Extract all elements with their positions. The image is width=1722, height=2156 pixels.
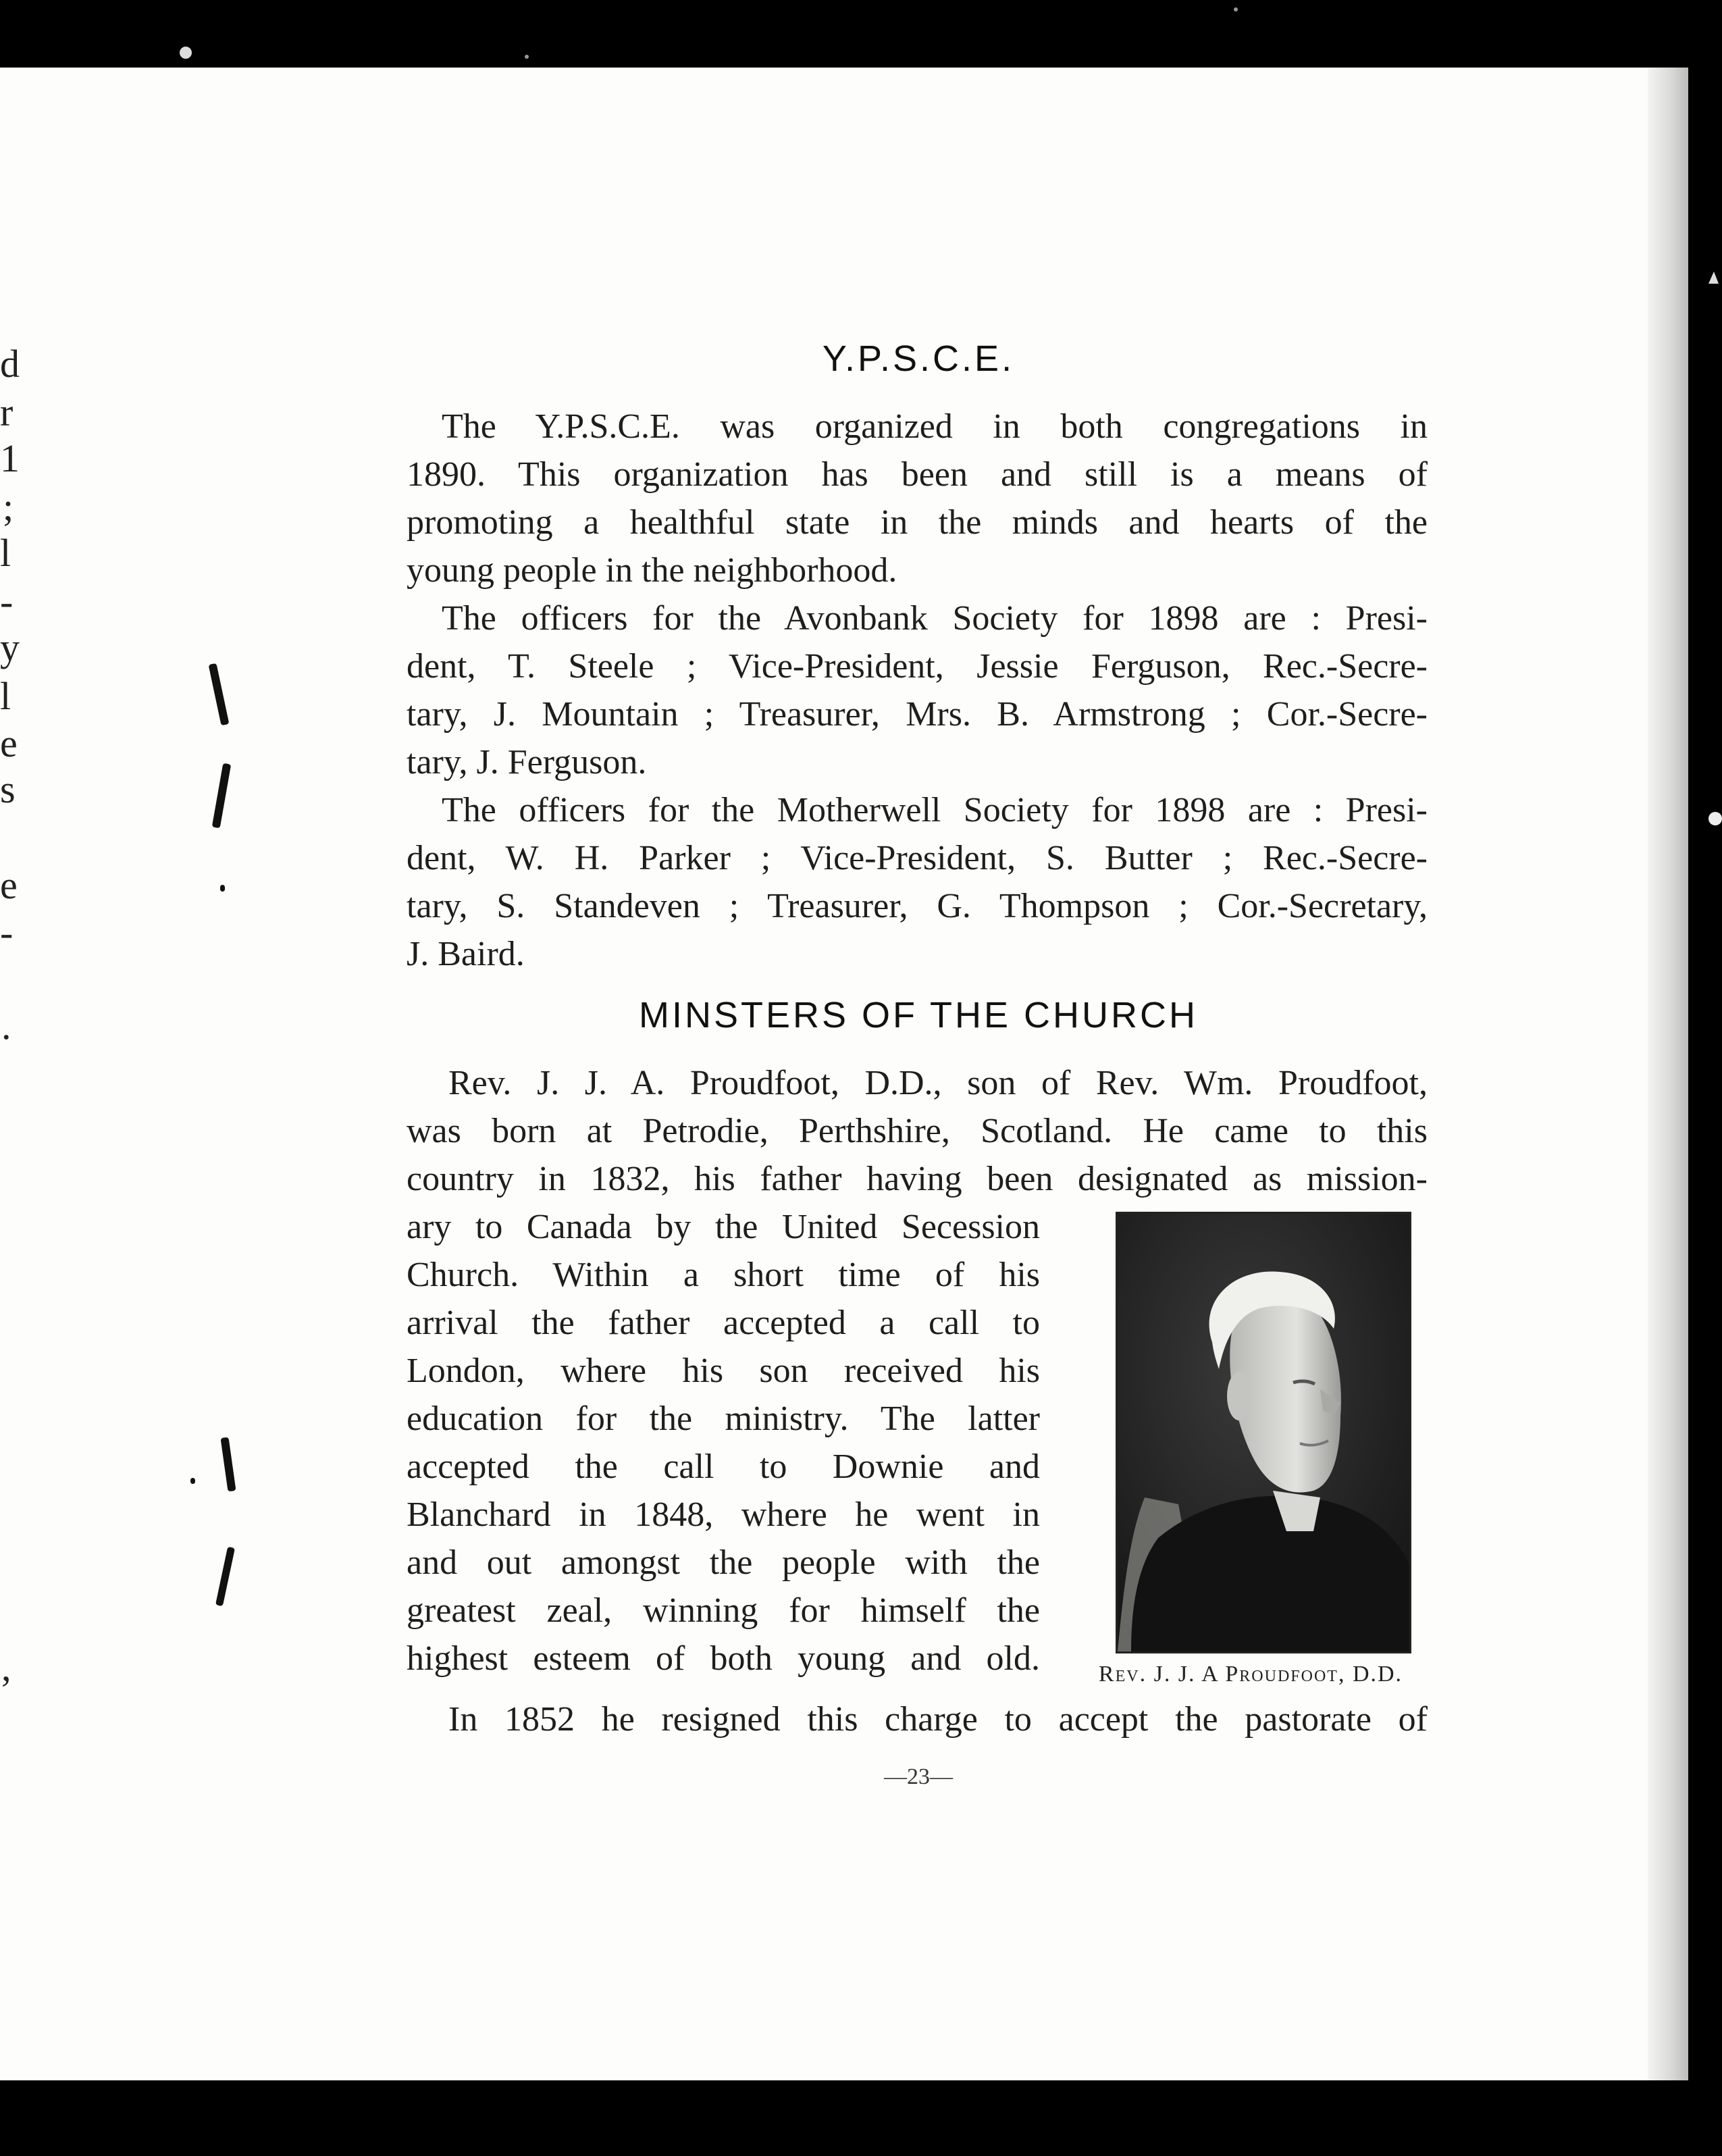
margin-fragment: 1 <box>0 436 20 480</box>
portrait-photo <box>1116 1212 1411 1653</box>
margin-fragment: l <box>0 674 11 718</box>
text-line: and out amongst the people with the <box>407 1543 1040 1582</box>
margin-fragment: d <box>0 342 20 386</box>
text-line: Blanchard in 1848, where he went in <box>407 1495 1040 1534</box>
text-line: young people in the neighborhood. <box>407 551 897 590</box>
margin-fragment: s <box>0 767 16 811</box>
text-line: In 1852 he resigned this charge to accept the pastorate of <box>448 1700 1428 1739</box>
ministers-intro-paragraph <box>407 1059 1428 1203</box>
text-line: tary, J. Mountain ; Treasurer, Mrs. B. Armstrong ; Cor.-Secre- <box>407 695 1428 734</box>
margin-fragment: e <box>0 721 18 765</box>
text-line: dent, T. Steele ; Vice-President, Jessie Ferguson, Rec.-Secre- <box>407 647 1428 686</box>
text-line: tary, J. Ferguson. <box>407 743 647 781</box>
margin-fragment: r <box>0 390 14 434</box>
ypsce-paragraph <box>407 403 1428 594</box>
text-line: The officers for the Motherwell Society for 1898 are : Presi- <box>442 791 1428 829</box>
text-line: greatest zeal, winning for himself the <box>407 1591 1040 1630</box>
ministers-continuation-line <box>407 1695 1428 1743</box>
text-line: promoting a healthful state in the minds and hearts of the <box>407 503 1428 542</box>
text-line: country in 1832, his father having been designated as mission- <box>407 1160 1428 1198</box>
margin-fragment: - <box>0 910 14 954</box>
margin-fragment: , <box>1 1645 11 1689</box>
binding-stitch <box>190 1478 195 1484</box>
text-line: London, where his son received his <box>407 1352 1040 1390</box>
margin-fragment: e <box>0 863 18 907</box>
text-line: arrival the father accepted a call to <box>407 1304 1040 1342</box>
margin-fragment: - <box>0 580 14 623</box>
page-number: —23— <box>884 1764 953 1789</box>
binding-stitch <box>220 885 225 892</box>
text-line: was born at Petrodie, Perthshire, Scotland. He came to this <box>407 1112 1428 1150</box>
motherwell-officers-paragraph <box>407 786 1428 978</box>
text-line: highest esteem of both young and old. <box>407 1639 1040 1678</box>
section-heading-ministers: MINSTERS OF THE CHURCH <box>638 995 1199 1035</box>
text-line: The Y.P.S.C.E. was organized in both congregations in <box>442 407 1428 446</box>
text-line: 1890. This organization has been and still is a means of <box>407 455 1428 494</box>
text-line: ary to Canada by the United Secession <box>407 1208 1040 1246</box>
text-line: Rev. J. J. A. Proudfoot, D.D., son of Rev. Wm. Proudfoot, <box>448 1064 1428 1102</box>
text-line: accepted the call to Downie and <box>407 1447 1040 1486</box>
section-heading-ypsce: Y.P.S.C.E. <box>822 338 1015 379</box>
text-line: Church. Within a short time of his <box>407 1256 1040 1294</box>
portrait-caption: Rev. J. J. A Proudfoot, D.D. <box>1098 1662 1403 1687</box>
ministers-wrapped-text <box>407 1203 1040 1683</box>
page-edge-shadow <box>1648 68 1688 2080</box>
text-line: J. Baird. <box>407 935 525 973</box>
text-line: The officers for the Avonbank Society for 1898 are : Presi- <box>442 599 1428 638</box>
text-line: tary, S. Standeven ; Treasurer, G. Thompson ; Cor.-Secretary, <box>407 887 1428 925</box>
margin-fragment: l <box>0 531 11 575</box>
text-line: dent, W. H. Parker ; Vice-President, S. Butter ; Rec.-Secre- <box>407 839 1428 877</box>
portrait-illustration <box>1118 1214 1409 1651</box>
avonbank-officers-paragraph <box>407 594 1428 786</box>
margin-fragment: ; <box>3 485 14 529</box>
margin-fragment: y <box>0 625 20 669</box>
margin-fragment: . <box>1 1004 11 1048</box>
text-line: education for the ministry. The latter <box>407 1400 1040 1438</box>
